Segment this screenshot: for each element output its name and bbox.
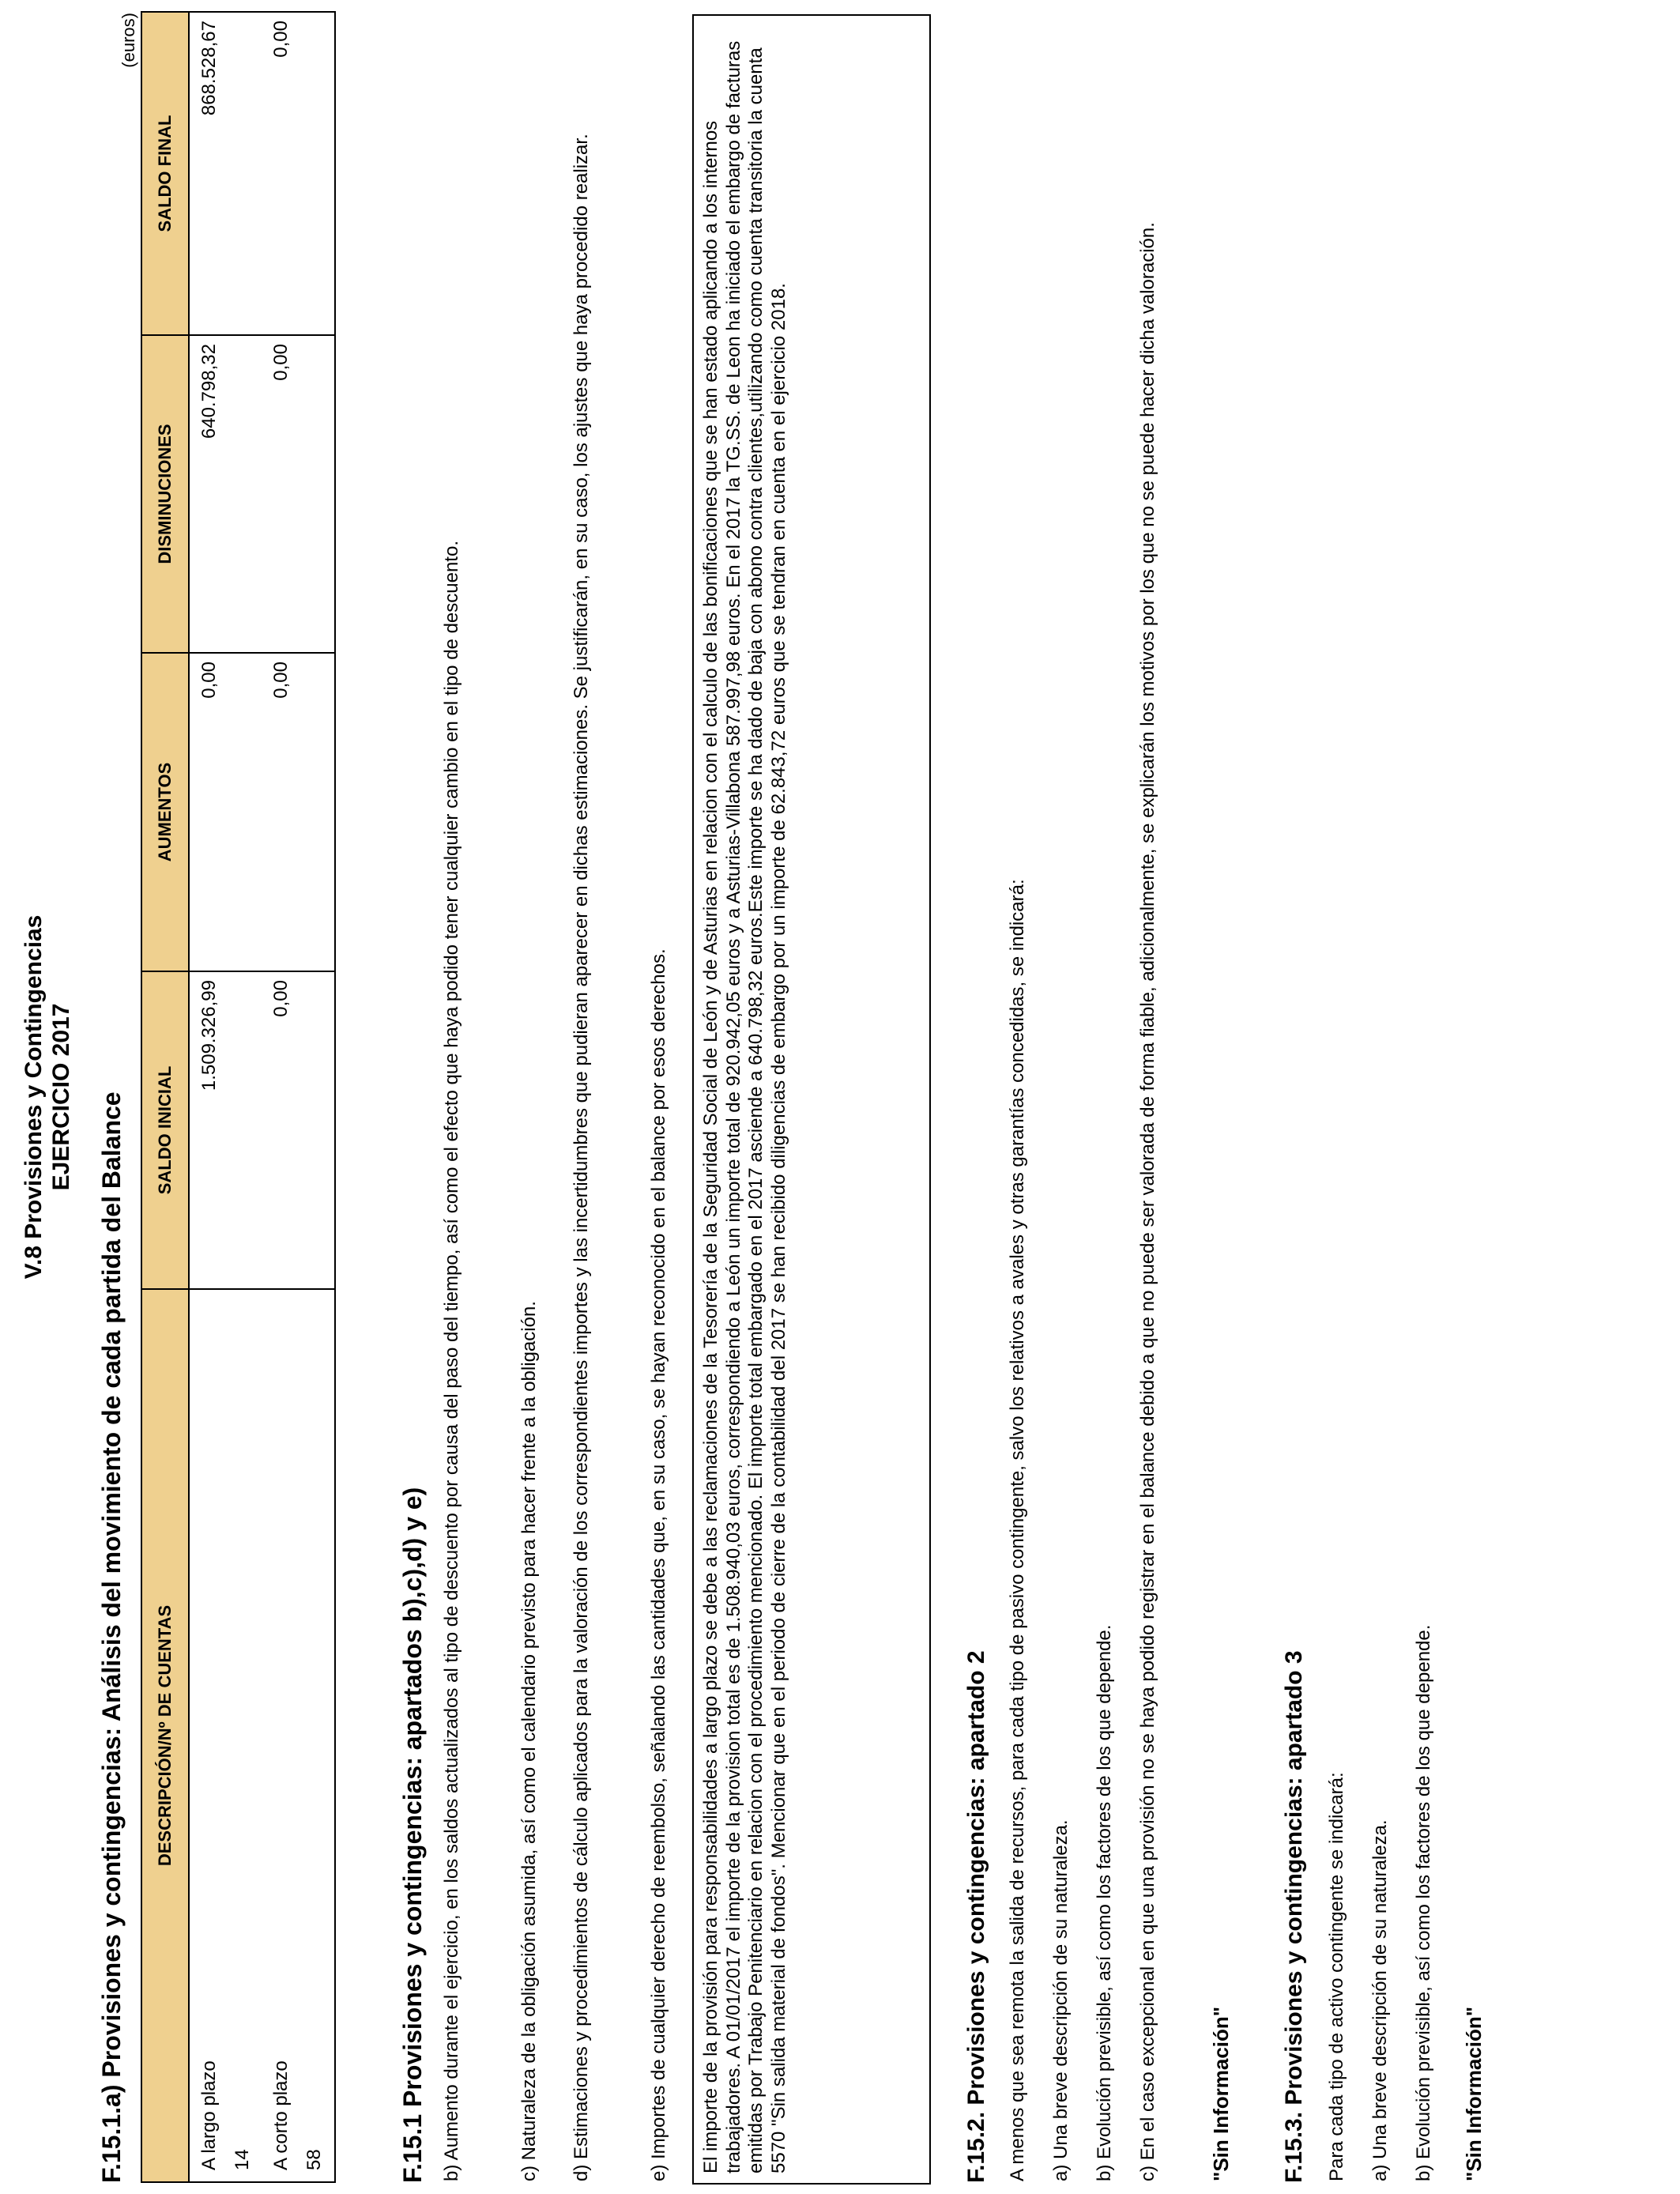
cell-saldo-inicial: 0,00 xyxy=(262,971,292,1289)
item-e-text: e) Importes de cualquier derecho de reembolso, señalando las cantidades que, en su caso, se hayan reconocido en el balance por esos derechos. xyxy=(648,948,669,2181)
section-3-item-b: b) Evolución previsible, así como los factores de los que depende. xyxy=(1413,1624,1434,2181)
cell-saldo-final: 868.528,67 xyxy=(189,12,220,335)
units-label: (euros) xyxy=(119,13,138,68)
cell-saldo-inicial: 1.509.326,99 xyxy=(189,971,220,1289)
cell-aumentos: 0,00 xyxy=(189,653,220,971)
row-description: A largo plazo xyxy=(189,1289,220,2182)
exercise-year: EJERCICIO 2017 xyxy=(48,1003,74,1191)
section-2-intro: A menos que sea remota la salida de recursos, para cada tipo de pasivo contingente, salvo los relativos a avales y otras garantías concedidas, se indicará: xyxy=(1007,879,1028,2181)
column-header-aumentos: AUMENTOS xyxy=(141,653,189,971)
cell-disminuciones: 640.798,32 xyxy=(189,335,220,653)
item-c-text: c) Naturaleza de la obligación asumida, así como el calendario previsto para hacer frente a la obligación. xyxy=(518,1301,540,2181)
table-row-account xyxy=(292,12,335,2182)
item-d-text: d) Estimaciones y procedimientos de cálculo aplicados para la valoración de los correspondientes importes y las incertidumbres que pudieran aparecer en dichas estimaciones. Se justificarán, en su caso, los ajustes que haya procedido realizar. xyxy=(571,134,592,2181)
row-account-number: 58 xyxy=(292,1289,335,2182)
section-2-item-b: b) Evolución previsible, así como los factores de los que depende. xyxy=(1094,1624,1115,2181)
table-row xyxy=(262,12,292,2182)
section-2-item-c: c) En el caso excepcional en que una provisión no se haya podido registrar en el balance debido a que no puede ser valorada de forma fiable, adicionalmente, se explicarán los motivos por los que no se puede hacer dicha valoración. xyxy=(1137,222,1158,2181)
section-3-title: F.15.3. Provisiones y contingencias: apartado 3 xyxy=(1281,1650,1307,2183)
column-header-saldo-final: SALDO FINAL xyxy=(141,12,189,335)
section-3-item-a: a) Una breve descripción de su naturaleza. xyxy=(1369,1819,1391,2181)
section-2-item-a: a) Una breve descripción de su naturaleza. xyxy=(1050,1819,1072,2181)
section-a-title: F.15.1.a) Provisiones y contingencias: Análisis del movimiento de cada partida del Balance xyxy=(97,1091,126,2183)
section-b-title: F.15.1 Provisiones y contingencias: apartados b),c),d) y e) xyxy=(398,1487,427,2183)
provision-explanation-box: El importe de la provisión para responsabilidades a largo plazo se debe a las reclamaciones de la Tesorería de la Seguridad Social de León y de Asturias en relacion con el calculo de las bonificaciones que se han estado aplicando a los internos trabajadores. A 01/01/2017 el importe de la provision total es de 1.508.940,03 euros, correspondiendo a León un importe total de 920.942,05 euros y a Asturias-Villabona 587.997,98 euros. En el 2017 la TG.SS. de Leon ha iniciado el embargo de facturas emitidas por Trabajo Penitenciario en relacion con el procedimiento mencionado. El importe total embargado en el 2017 asciende a 640.798,32 euros.Este importe se ha dado de baja con abono contra clientes,utilizando como cuenta transitoria la cuenta 5570 "Sin salida material de fondos". Mencionar que en el periodo de cierre de la contabilidad del 2017 se han recibido diligencias de embargo por un importe de 62.843,72 euros que se tendran en cuenta en el ejercicio 2018. xyxy=(692,14,931,2185)
document-title: V.8 Provisiones y Contingencias xyxy=(21,914,47,1280)
column-header-saldo-inicial: SALDO INICIAL xyxy=(141,971,189,1289)
section-2-no-info: "Sin Información" xyxy=(1209,2006,1233,2181)
table-header-row xyxy=(141,12,189,2182)
cell-saldo-final: 0,00 xyxy=(262,12,292,335)
cell-aumentos: 0,00 xyxy=(262,653,292,971)
section-3-no-info: "Sin Información" xyxy=(1462,2006,1486,2181)
table-row-account xyxy=(220,12,262,2182)
column-header-disminuciones: DISMINUCIONES xyxy=(141,335,189,653)
section-3-intro: Para cada tipo de activo contingente se indicará: xyxy=(1326,1772,1347,2181)
movement-table xyxy=(141,11,336,2183)
section-2-title: F.15.2. Provisiones y contingencias: apartado 2 xyxy=(963,1650,989,2183)
table-row xyxy=(189,12,220,2182)
row-description: A corto plazo xyxy=(262,1289,292,2182)
column-header-description: DESCRIPCIÓN/Nº DE CUENTAS xyxy=(141,1289,189,2182)
cell-disminuciones: 0,00 xyxy=(262,335,292,653)
row-account-number: 14 xyxy=(220,1289,262,2182)
item-b-text: b) Aumento durante el ejercicio, en los saldos actualizados al tipo de descuento por causa del paso del tiempo, así como el efecto que haya podido tener cualquier cambio en el tipo de descuento. xyxy=(441,541,462,2181)
